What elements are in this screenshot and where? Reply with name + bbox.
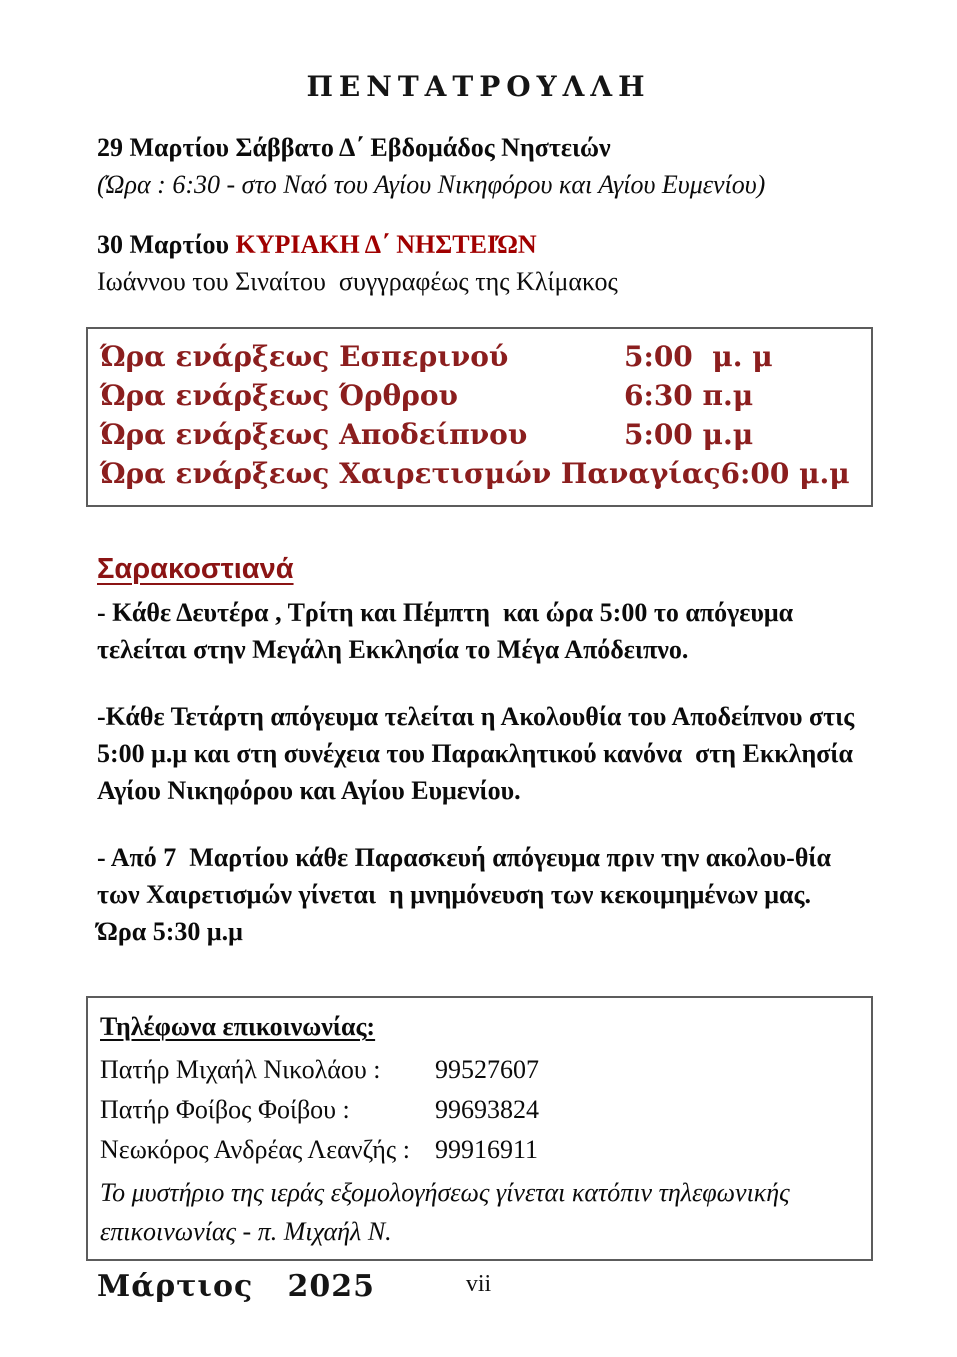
schedule-section	[97, 129, 877, 300]
service-time-row	[100, 454, 861, 493]
entry-date-line: 29 Μαρτίου Σάββατο Δ΄ Εβδομάδος Νηστειών	[97, 133, 611, 162]
service-name: Ώρα ενάρξεως Όρθρου	[100, 379, 458, 412]
service-time: 6:00 μ.μ	[720, 457, 850, 490]
phone-number: 99693824	[435, 1095, 539, 1124]
contact-heading: Τηλέφωνα επικοινωνίας:	[100, 1012, 376, 1041]
service-name: Ώρα ενάρξεως Χαιρετισμών Παναγίας	[100, 457, 721, 490]
service-time-row	[100, 415, 861, 454]
service-time: 6:30 π.μ	[624, 379, 754, 412]
sarakostiana-paragraph: -Κάθε Τετάρτη απόγευμα τελείται η Ακολουθία του Αποδείπνου στις 5:00 μ.μ και στη συνέχεια του Παρακλητικού κανόνα στη Εκκλησία Αγίου Νικηφόρου και Αγίου Ευμενίου.	[97, 702, 861, 805]
footer-month-year: Μάρτιος 2025	[97, 1269, 376, 1304]
sarakostiana-paragraph: - Από 7 Μαρτίου κάθε Παρασκευή απόγευμα πριν την ακολου-θία των Χαιρετισμών γίνεται η μνημόνευση των κεκοιμημένων μας. Ώρα 5:30 μ.μ	[97, 843, 838, 946]
entry-date-highlight: ΚΥΡΙΑΚΗ Δ΄ ΝΗΣΤΕΙΏΝ	[235, 230, 537, 259]
service-time: 5:00 μ.μ	[624, 418, 754, 451]
entry-date-prefix: 30 Μαρτίου	[97, 230, 236, 259]
service-time: 5:00 μ. μ	[624, 340, 773, 373]
contact-box	[86, 996, 873, 1261]
phone-number: 99916911	[435, 1135, 539, 1164]
contact-name: Πατήρ Μιχαήλ Νικολάου :	[100, 1055, 387, 1084]
phone-row	[100, 1050, 857, 1090]
schedule-entry-march-29	[97, 129, 877, 203]
page-number: vii	[465, 1271, 492, 1297]
contact-name: Πατήρ Φοίβος Φοίβου :	[100, 1095, 357, 1124]
service-name: Ώρα ενάρξεως Εσπερινού	[100, 340, 509, 373]
page-footer	[97, 1269, 957, 1319]
phone-number: 99527607	[435, 1055, 539, 1084]
sarakostiana-heading: Σαρακοστιανά	[97, 553, 294, 585]
phone-row	[100, 1130, 857, 1170]
entry-date-line	[97, 226, 877, 263]
page-title: ΠΕΝΤΑΤΡΟΥΛΛΗ	[306, 70, 651, 103]
schedule-entry-march-30	[97, 226, 877, 300]
service-name: Ώρα ενάρξεως Αποδείπνου	[100, 418, 528, 451]
entry-detail-line: (Ώρα : 6:30 - στο Ναό του Αγίου Νικηφόρου και Αγίου Ευμενίου)	[97, 170, 766, 199]
contact-name: Νεωκόρος Ανδρέας Λεανζής :	[100, 1135, 417, 1164]
confession-note: Το μυστήριο της ιεράς εξομολογήσεως γίνεται κατόπιν τηλεφωνικής επικοινωνίας - π. Μιχαήλ Ν.	[100, 1178, 797, 1246]
entry-detail-line: Ιωάννου του Σιναίτου συγγραφέως της Κλίμακος	[97, 267, 618, 296]
phone-row	[100, 1090, 857, 1130]
sarakostiana-paragraph: - Κάθε Δευτέρα , Τρίτη και Πέμπτη και ώρα 5:00 το απόγευμα τελείται στην Μεγάλη Εκκλησία το Μέγα Απόδειπνο.	[97, 598, 800, 664]
service-times-box	[86, 327, 873, 507]
service-time-row	[100, 337, 861, 376]
service-time-row	[100, 376, 861, 415]
